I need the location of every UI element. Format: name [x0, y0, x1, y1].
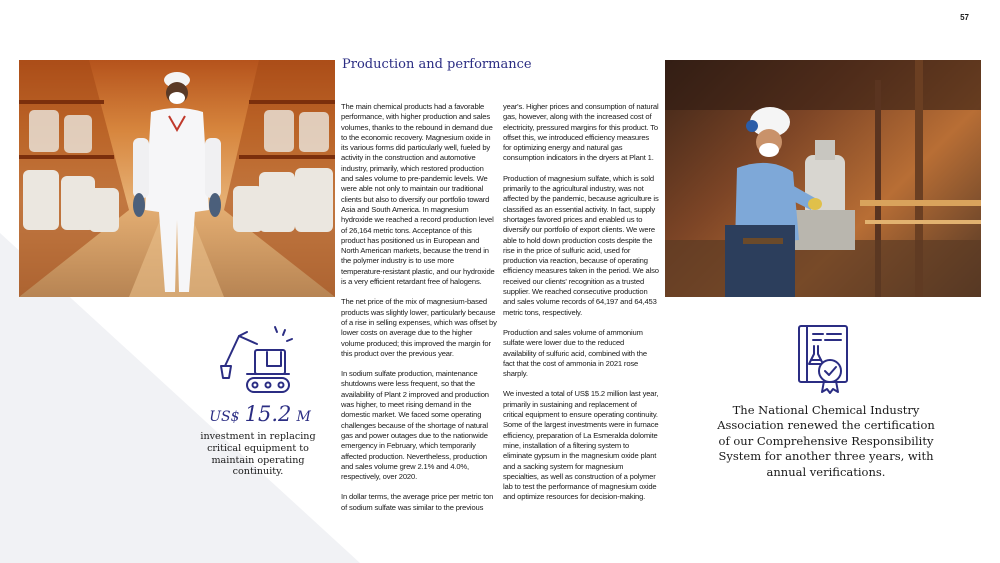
technician-photo-illustration	[665, 60, 981, 297]
paragraph: Production of magnesium sulfate, which is sold primarily to the agricultural industry, was not affected by the pandemic, because agriculture is classified as an essential activity. In fact, supply shortages favored prices and enabled us to diversify our portfolio of export clients. We were able to hold down production costs despite the rise in the price of sulfuric acid, used for production via reaction, because of operating efficiency measures taken in the period. We also received our clients' recognition as a trusted supplier. We reached consecutive production and sales volume records of 64,197 and 64,453 metric tons, respectively.	[503, 173, 659, 317]
warehouse-worker-photo	[19, 60, 335, 297]
paragraph: Production and sales volume of ammonium sulfate were lower due to the reduced availability of sulfuric acid, combined with the fact that the cost of ammonia in 2021 rose sharply.	[503, 327, 647, 379]
paragraph: In dollar terms, the average price per metric ton of sodium sulfate was similar to the previous	[341, 492, 494, 512]
warehouse-photo-illustration	[19, 60, 335, 297]
certification-caption: The National Chemical Industry Association renewed the certification of our Comprehensive Responsibility System for another three years, with annual verifications.	[717, 403, 935, 479]
excavator-icon	[217, 322, 297, 400]
technician-photo	[665, 60, 981, 297]
section-title: Production and performance	[342, 57, 532, 72]
investment-caption: investment in replacing critical equipment to maintain operating continuity.	[200, 431, 316, 478]
stat-currency: US$	[209, 409, 240, 425]
stat-unit: M	[296, 409, 311, 425]
page-number: 57	[960, 13, 969, 22]
paragraph: In sodium sulfate production, maintenance shutdowns were less frequent, so that the availability of Plant 2 improved and production was higher, to meet rising demand in the domestic market. We faced some operating challenges because of the shortage of natural gas and power outages due to the nationwide emergency in February, which temporarily affected production. Nevertheless, production and sales volume grew 2.1% and 4.0%, respectively, over 2020.	[341, 369, 489, 482]
body-column-1	[341, 102, 497, 523]
paragraph: The main chemical products had a favorable performance, with higher production and sales volumes, thanks to the rebound in demand due to the economic recovery. Magnesium oxide in its various forms did particularly well, fueled by activity in the construction and automotive industry, primarily, which restored production and sales volume to pre-pandemic levels. We were able not only to maintain our traditional clients but also to diversify our portfolio toward Asia and South America. In magnesium hydroxide we reached a record production level of 26,164 metric tons. Acceptance of this product has positioned us in European and North American markets, because the trend in the polymer industry is to use more temperature-resistant plastic, and our hydroxide is a very efficient retardant free of halogens.	[341, 102, 495, 287]
paragraph: year's. Higher prices and consumption of natural gas, however, along with the increased cost of electricity, pressured margins for this product. To offset this, we introduced efficiency measures for optimizing energy and natural gas consumption indicators in the dryers at Plant 1.	[503, 102, 659, 163]
certificate-icon	[793, 322, 853, 394]
body-column-2	[503, 102, 659, 513]
investment-stat	[200, 402, 320, 426]
paragraph: We invested a total of US$ 15.2 million last year, primarily in sustaining and replacement of critical equipment to ensure operating continuity. Some of the largest investments were in furnace efficiency, preparation of La Esmeralda dolomite mine, installation of a filtering system to eliminate gypsum in the magnesium oxide plant and a sacking system for magnesium specialties, as well as construction of a polymer lab to test the performance of magnesium oxide and optimize resources for decision-making.	[503, 389, 659, 502]
stat-number: 15.2	[244, 402, 292, 426]
paragraph: The net price of the mix of magnesium-based products was slightly lower, particularly because of a rise in selling expenses, which was offset by lower costs on average due to the higher volume produced; this improved the margin for this product over the previous year.	[341, 297, 497, 358]
